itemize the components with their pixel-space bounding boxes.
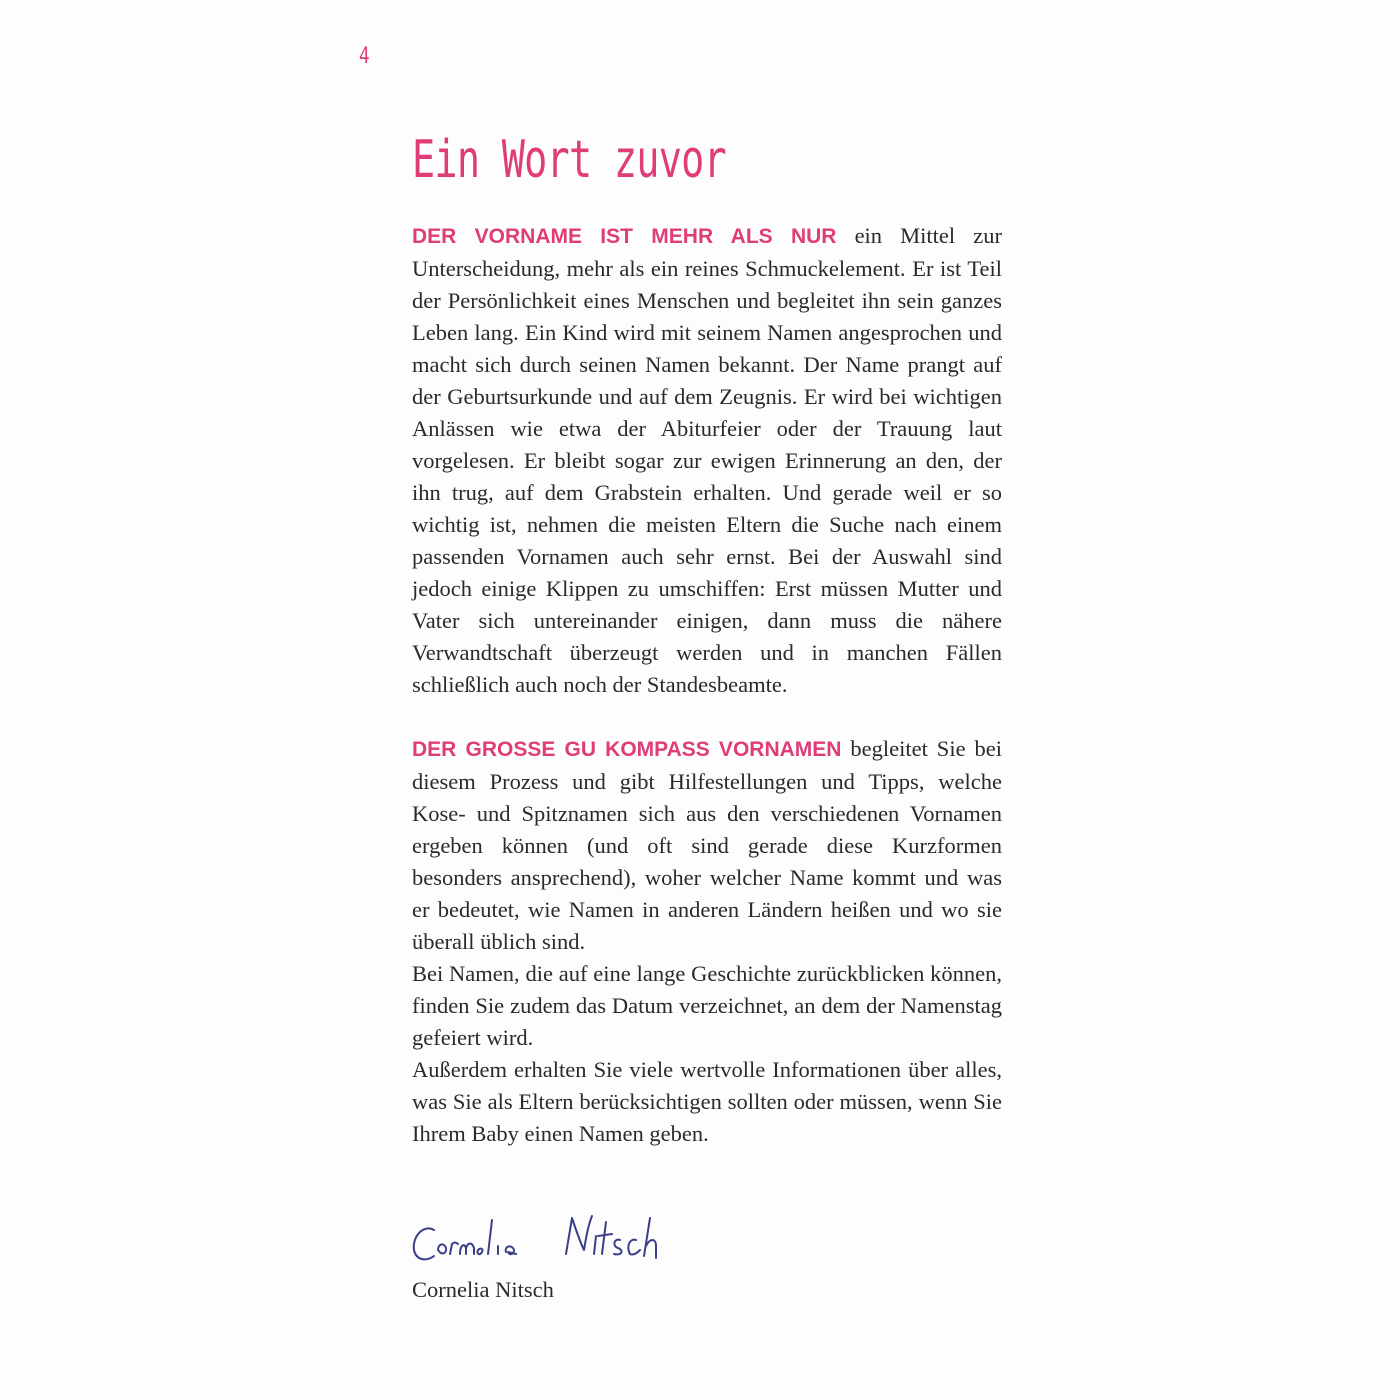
compass-paragraph — [412, 733, 1002, 958]
intro-paragraph — [412, 220, 1002, 701]
body-text — [412, 220, 1002, 1150]
page-number: 4 — [359, 44, 370, 69]
intro-text: ein Mittel zur Unterscheidung, mehr als ein reines Schmuckelement. Er ist Teil der Persönlichkeit eines Menschen und begleitet ihn sein ganzes Leben lang. Ein Kind wird mit seinem Namen angesprochen und macht sich durch seinen Namen bekannt. Der Name prangt auf der Geburtsurkunde und auf dem Zeugnis. Er wird bei wichtigen Anlässen wie etwa der Abiturfeier oder der Trauung laut vorgelesen. Er bleibt sogar zur ewigen Erinnerung an den, der ihn trug, auf dem Grabstein erhalten. Und gerade weil er so wichtig ist, nehmen die meisten Eltern die Suche nach einem passenden Vornamen auch sehr ernst. Bei der Auswahl sind jedoch einige Klippen zu umschiffen: Erst müssen Mutter und Vater sich untereinander einigen, dann muss die nähere Verwandtschaft überzeugt werden und in manchen Fällen schließlich auch noch der Standesbeamte. — [412, 223, 1002, 697]
intro-lead: DER VORNAME IST MEHR ALS NUR — [412, 225, 837, 248]
author-name: Cornelia Nitsch — [412, 1277, 554, 1302]
info-paragraph: Außerdem erhalten Sie viele wertvolle Informationen über alles, was Sie als Eltern berücksichtigen sollten oder müssen, wenn Sie Ihrem Baby einen Namen geben. — [412, 1057, 1002, 1146]
handwritten-signature — [408, 1206, 668, 1281]
compass-lead: DER GROSSE GU KOMPASS VORNAMEN — [412, 738, 842, 761]
nameday-paragraph: Bei Namen, die auf eine lange Geschichte zurückblicken können, finden Sie zudem das Datum verzeichnet, an dem der Namenstag gefeiert wird. — [412, 961, 1002, 1050]
compass-text: begleitet Sie bei diesem Prozess und gibt Hilfestellungen und Tipps, welche Kose- und Spitznamen sich aus den verschiedenen Vornamen ergeben können (und oft sind gerade diese Kurzformen besonders ansprechend), woher welcher Name kommt und was er bedeutet, wie Namen in anderen Ländern heißen und wo sie überall üblich sind. — [412, 736, 1002, 954]
page-title: Ein Wort zuvor — [412, 130, 726, 190]
